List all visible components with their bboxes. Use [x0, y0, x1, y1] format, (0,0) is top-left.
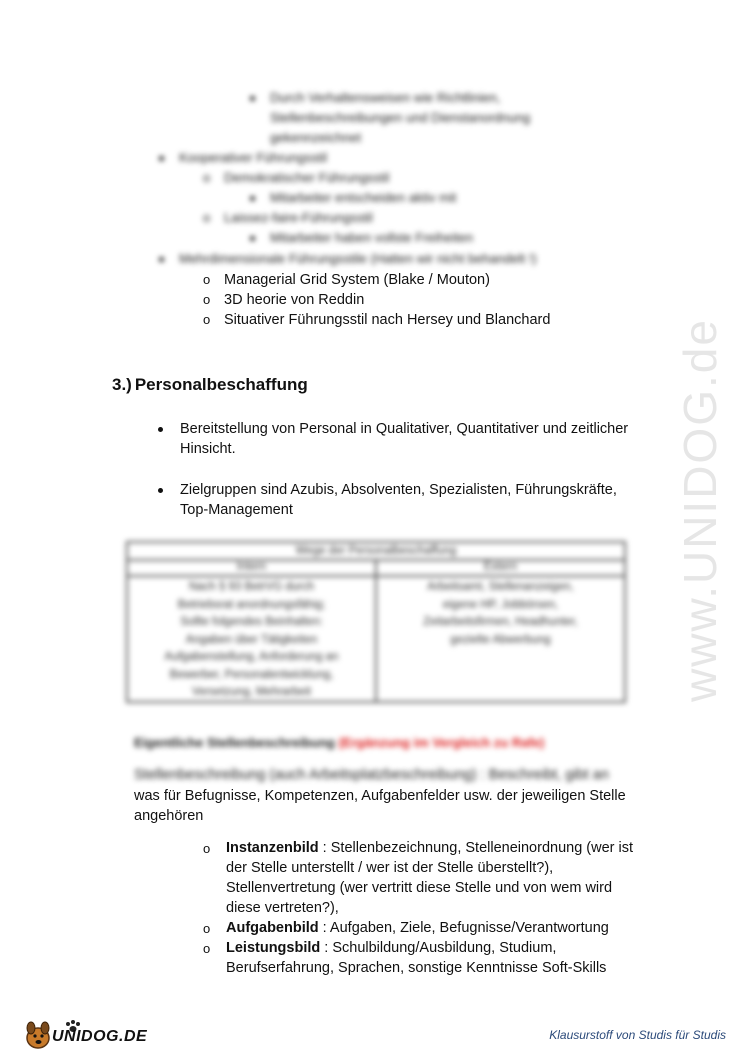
blurred-line: Demokratischer Führungsstil — [224, 170, 390, 185]
bullet-text: Top-Management — [180, 502, 293, 518]
bullet-text: Zielgruppen sind Azubis, Absolventen, Spezialisten, Führungskräfte, — [180, 482, 617, 498]
sublist-item: Situativer Führungsstil nach Hersey und Blanchard — [224, 312, 551, 328]
table-title: Wege der Personalbeschaffung — [295, 545, 457, 557]
table-col-header: Intern — [236, 561, 267, 573]
ring-bullet: o — [203, 312, 211, 327]
ring-bullet: o — [203, 841, 211, 856]
blurred-line: gekennzeichnet — [270, 130, 362, 145]
list-item-cont: Stellenvertretung (wer vertritt diese Stelle und von wem wird — [226, 880, 613, 896]
stellen-paragraph: angehören — [134, 808, 204, 824]
bullet-text: Hinsicht. — [180, 441, 236, 457]
watermark-text: www.UNIDOG.de — [674, 318, 726, 702]
list-item-cont: diese vertreten?), — [226, 900, 339, 916]
ring-bullet: o — [203, 272, 211, 287]
blurred-line: Mitarbeiter entscheiden aktiv mit — [270, 190, 457, 205]
bullet-dot — [159, 257, 164, 262]
table-cell-left: Nach § 93 BetrVG durch Betriebsrat anordnungsfähig; Sollte folgendes Beinhalten: Angaben über Tätigkeiten Aufgabenstellung, Anforderung an Bewerber, Personalentwicklung, Versetzung, Mehrarbeit — [164, 581, 339, 698]
blurred-line: Mehrdimensionale Führungsstile (Hatten wir nicht behandelt !) — [179, 251, 537, 266]
list-item: Leistungsbild : Schulbildung/Ausbildung, Studium, — [226, 940, 557, 956]
blurred-line: Mitarbeiter haben vollste Freiheiten — [270, 230, 474, 245]
list-item-cont: der Stelle unterstellt / wer ist der Stelle überstellt?), — [226, 860, 554, 876]
bullet-dot — [250, 96, 255, 101]
table-col-header: Extern — [483, 561, 518, 573]
list-item: Aufgabenbild : Aufgaben, Ziele, Befugnisse/Verantwortung — [226, 920, 609, 936]
blurred-line: Stellenbeschreibungen und Dienstanordnung — [270, 110, 531, 125]
bullet-dot — [250, 196, 255, 201]
stellen-paragraph-blurred: Stellenbeschreibung (auch Arbeitsplatzbeschreibung) : Beschreibt, gibt an — [134, 767, 609, 783]
bullet-dot — [158, 427, 163, 432]
unidog-logo — [22, 1014, 152, 1054]
recruitment-table — [126, 541, 626, 703]
stellen-paragraph: was für Befugnisse, Kompetenzen, Aufgabenfelder usw. der jeweiligen Stelle — [134, 788, 626, 804]
blurred-line: Laissez-faire-Führungsstil — [224, 210, 373, 225]
stellen-heading: Eigentliche Stellenbeschreibung (Ergänzung im Vergleich zu Rafe) — [134, 735, 545, 750]
ring-bullet: o — [203, 210, 211, 225]
sublist-item: Managerial Grid System (Blake / Mouton) — [224, 272, 490, 288]
list-item-cont: Berufserfahrung, Sprachen, sonstige Kenntnisse Soft-Skills — [226, 960, 607, 976]
bullet-dot — [158, 488, 163, 493]
bullet-dot — [159, 156, 164, 161]
blurred-line: Durch Verhaltensweisen wie Richtlinien, — [270, 90, 501, 105]
ring-bullet: o — [203, 292, 211, 307]
section-number: 3.) — [112, 375, 132, 394]
section-heading — [112, 375, 308, 395]
table-cell-right: Arbeitsamt, Stellenanzeigen, eigene HP, Jobbörsen, Zeitarbeitsfirmen, Headhunter, gezielte Abwerbung — [423, 581, 578, 646]
blurred-line: Kooperativer Führungsstil — [179, 150, 328, 165]
bullet-dot — [250, 236, 255, 241]
list-item: Instanzenbild : Stellenbezeichnung, Stelleneinordnung (wer ist — [226, 840, 634, 856]
sublist-item: 3D heorie von Reddin — [224, 292, 365, 308]
ring-bullet: o — [203, 941, 211, 956]
ring-bullet: o — [203, 921, 211, 936]
footer-tagline: Klausurstoff von Studis für Studis — [549, 1028, 726, 1042]
ring-bullet: o — [203, 170, 211, 185]
section-title: Personalbeschaffung — [134, 375, 308, 394]
bullet-text: Bereitstellung von Personal in Qualitativer, Quantitativer und zeitlicher — [180, 421, 629, 437]
logo-text: UNIDOG.DE — [52, 1028, 148, 1045]
